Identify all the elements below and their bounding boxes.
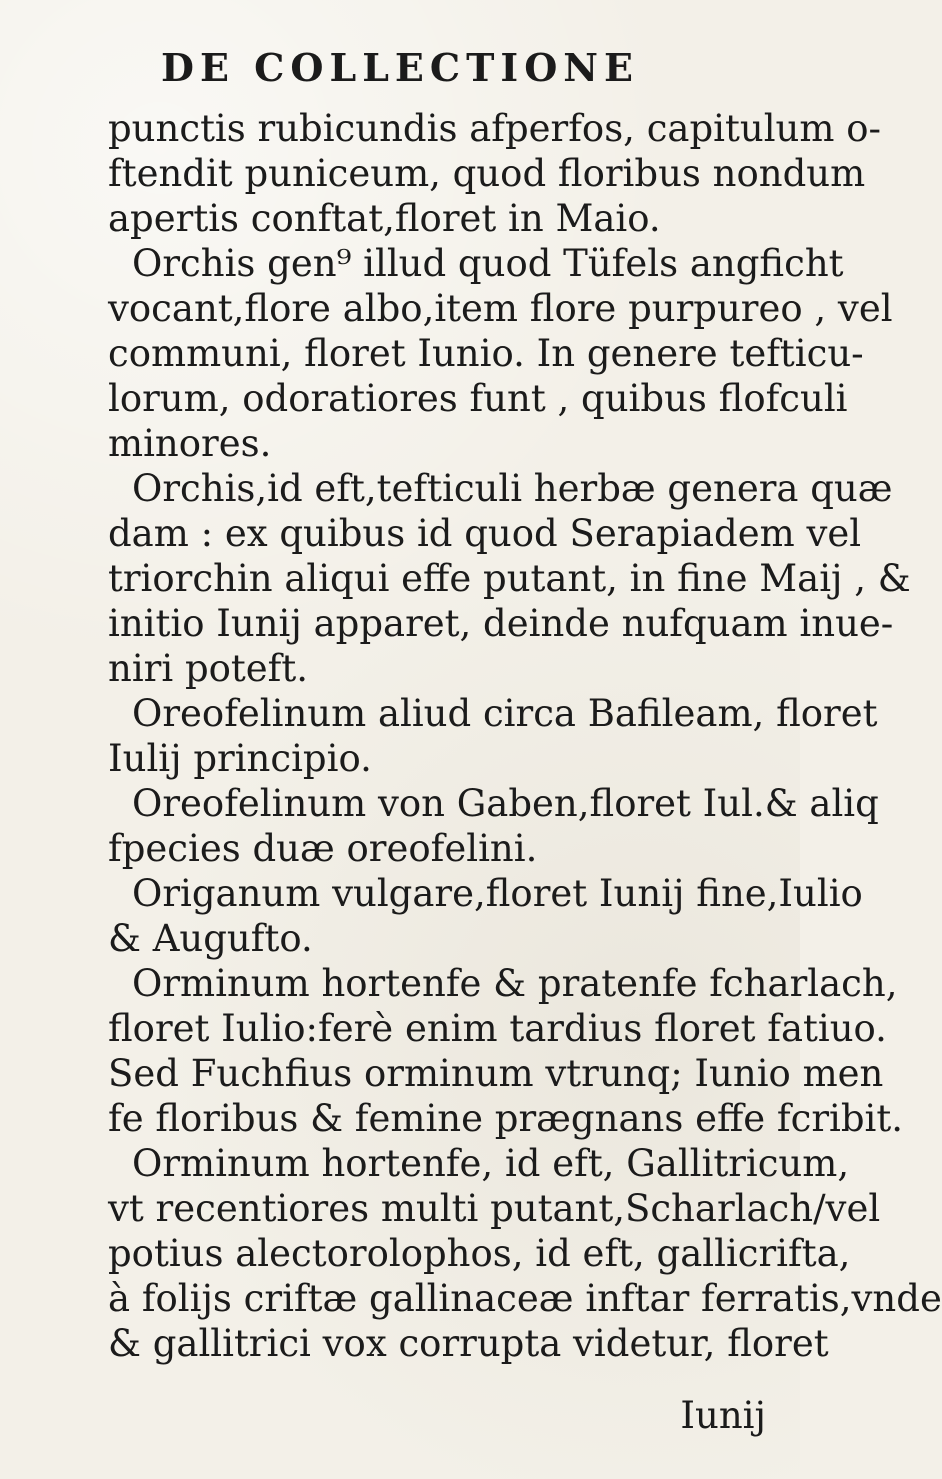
running-head: DE COLLECTIONE <box>161 45 639 90</box>
text-line: communi, floret Iunio. In genere tefticu- <box>108 332 864 375</box>
text-block <box>108 106 942 1366</box>
text-line: minores. <box>108 422 272 465</box>
text-line: vt recentiores multi putant,Scharlach/vel <box>108 1187 881 1230</box>
text-line: Oreofelinum aliud circa Bafileam, floret <box>132 692 878 735</box>
text-line: vocant,flore albo,item flore purpureo , vel <box>108 287 893 330</box>
text-line: Sed Fuchfius orminum vtrunq; Iunio men <box>108 1052 884 1095</box>
text-line: Origanum vulgare,floret Iunij fine,Iulio <box>132 872 863 915</box>
text-line: Iulij principio. <box>108 737 372 780</box>
text-line: punctis rubicundis afperfos, capitulum o- <box>108 107 881 150</box>
text-line: à folijs criftæ gallinaceæ inftar ferratis,vnde <box>108 1277 942 1320</box>
text-line: triorchin aliqui effe putant, in fine Maij , & <box>108 557 911 600</box>
catchword: Iunij <box>680 1394 766 1437</box>
text-line: & Augufto. <box>108 917 313 960</box>
text-line: & gallitrici vox corrupta videtur, floret <box>108 1322 829 1365</box>
text-line: Orchis,id eft,tefticuli herbæ genera quæ <box>132 467 893 510</box>
text-line: Orminum hortenfe & pratenfe fcharlach, <box>132 962 898 1005</box>
text-line: Oreofelinum von Gaben,floret Iul.& aliq <box>132 782 879 825</box>
text-line: initio Iunij apparet, deinde nufquam inue- <box>108 602 894 645</box>
text-line: fpecies duæ oreofelini. <box>108 827 538 870</box>
text-line: apertis conftat,floret in Maio. <box>108 197 661 240</box>
text-line: niri poteft. <box>108 647 308 690</box>
text-line: potius alectorolophos, id eft, gallicrifta, <box>108 1232 851 1275</box>
text-line: Orminum hortenfe, id eft, Gallitricum, <box>132 1142 850 1185</box>
text-line: lorum, odoratiores funt , quibus flofculi <box>108 377 848 420</box>
text-line: fe floribus & femine prægnans effe fcribit. <box>108 1097 904 1140</box>
text-line: dam : ex quibus id quod Serapiadem vel <box>108 512 862 555</box>
text-line: Orchis gen⁹ illud quod Tüfels angficht <box>132 242 844 285</box>
text-line: floret Iulio:ferè enim tardius floret fatiuo. <box>108 1007 887 1050</box>
text-line: ftendit puniceum, quod floribus nondum <box>108 152 866 195</box>
